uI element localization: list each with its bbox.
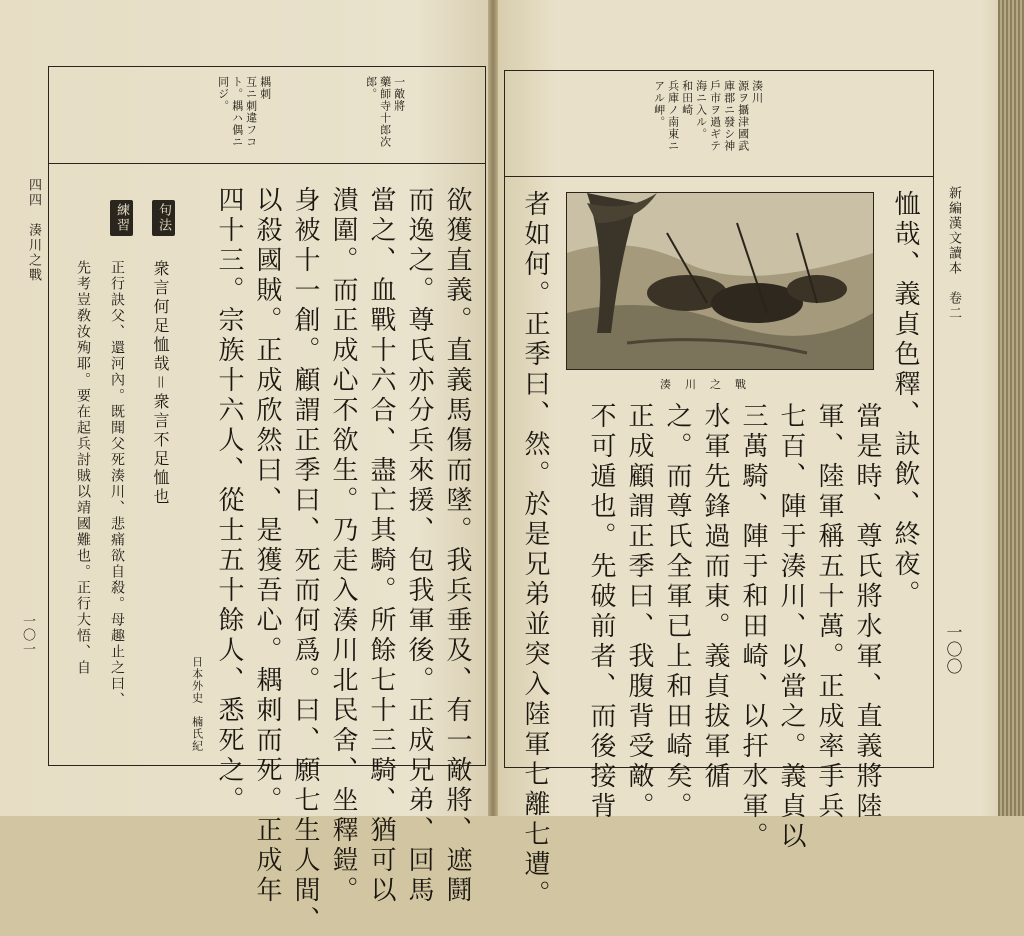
left-body-col-3: 當之、血戰十六合、盡亡其騎。所餘七十三騎、猶可以 [366, 186, 396, 906]
left-note-7: 同ジ。 [216, 76, 230, 112]
battle-illustration [566, 192, 874, 370]
book-gutter [488, 0, 498, 816]
left-page-number: 一〇一 [20, 614, 35, 656]
right-body-col-8: 正成顧謂正季曰、我腹背受敵。 [624, 402, 654, 822]
left-body-col-6: 以殺國賊。正成欣然曰、是獲吾心。耦刺而死。正成年 [252, 186, 282, 906]
exercise-line-1: 正行訣父、還河內。既聞父死湊川、悲痛欲自殺。母趣止之曰、 [109, 260, 125, 708]
right-body-col-4: 七百、陣于湊川、以當之。義貞以 [776, 402, 806, 852]
right-body-col-3: 軍、陸軍稱五十萬。正成率手兵 [814, 402, 844, 822]
left-note-5: 互ニ刺違フコ [244, 76, 258, 148]
right-note-4: 戶市ヲ過ギテ [708, 80, 722, 152]
right-page [492, 0, 1024, 910]
right-body-col-2: 當是時、尊氏將水軍、直義將陸 [852, 402, 882, 822]
grammar-label: 句法 [152, 200, 175, 236]
left-note-4: 耦刺 [258, 76, 272, 100]
left-body-col-5: 身被十一創。顧謂正季曰、死而何爲。曰、願七生人間、 [290, 186, 320, 936]
right-body-col-7: 之。而尊氏全軍已上和田崎矣。 [662, 402, 692, 822]
right-body-col-1: 恤哉、義貞色釋、訣飲、終夜。 [890, 190, 920, 610]
left-note-6: ト。耦ハ偶ニ [230, 76, 244, 148]
right-note-3: 庫郡ニ發シ神 [722, 80, 736, 152]
left-note-divider [48, 163, 486, 164]
right-note-5: 海ニ入ル。 [694, 80, 708, 140]
battle-scene-image [567, 193, 873, 369]
right-note-8: アル岬。 [652, 80, 666, 128]
right-note-7: 兵庫ノ南東ニ [666, 80, 680, 152]
right-note-1: 湊川 [750, 80, 764, 104]
grammar-text: 衆言何足恤哉＝衆言不足恤也 [151, 260, 170, 508]
right-running-head: 新編漢文讀本 卷二 [946, 186, 961, 321]
right-body-col-5: 三萬騎、陣于和田崎、以扞水軍。 [738, 402, 768, 852]
left-body-col-7: 四十三。宗族十六人、從士五十餘人、悉死之。 [214, 186, 244, 816]
right-note-divider [504, 176, 934, 177]
left-body-col-2: 而逸之。尊氏亦分兵來援、包我軍後。正成兄弟、回馬 [404, 186, 434, 906]
right-page-number: 一〇〇 [944, 624, 963, 675]
left-body-col-1: 欲獲直義。直義馬傷而墜。我兵垂及、有一敵將、遮鬪 [442, 186, 472, 906]
right-note-2: 源ヲ攝津國武 [736, 80, 750, 152]
page-edges [998, 0, 1024, 816]
left-note-2: 藥師寺十郎次 [378, 76, 392, 148]
right-body-col-10: 者如何。正季曰、然。於是兄弟並突入陸軍七離七遭。 [520, 190, 550, 910]
left-page [0, 0, 492, 936]
right-body-col-9: 不可遁也。先破前者、而後接背 [586, 402, 616, 822]
exercise-label: 練習 [110, 200, 133, 236]
right-body-col-6: 水軍先鋒過而東。義貞拔軍循 [700, 402, 730, 792]
exercise-line-2: 先考豈敎汝殉耶。要在起兵討賊以靖國難也。正行大悟、自 [75, 260, 91, 676]
right-note-6: 和田崎 [680, 80, 694, 116]
left-body-col-4: 潰圍。而正成心不欲生。乃走入湊川北民舍、坐釋鎧。 [328, 186, 358, 906]
left-note-3: 郎。 [364, 76, 378, 100]
left-running-head: 四四 湊川之戰 [26, 178, 41, 283]
source-note: 日本外史 楠氏紀 [190, 656, 204, 752]
left-note-1: 一敵將 [392, 76, 406, 112]
illustration-caption: 湊川之戰 [660, 378, 760, 391]
